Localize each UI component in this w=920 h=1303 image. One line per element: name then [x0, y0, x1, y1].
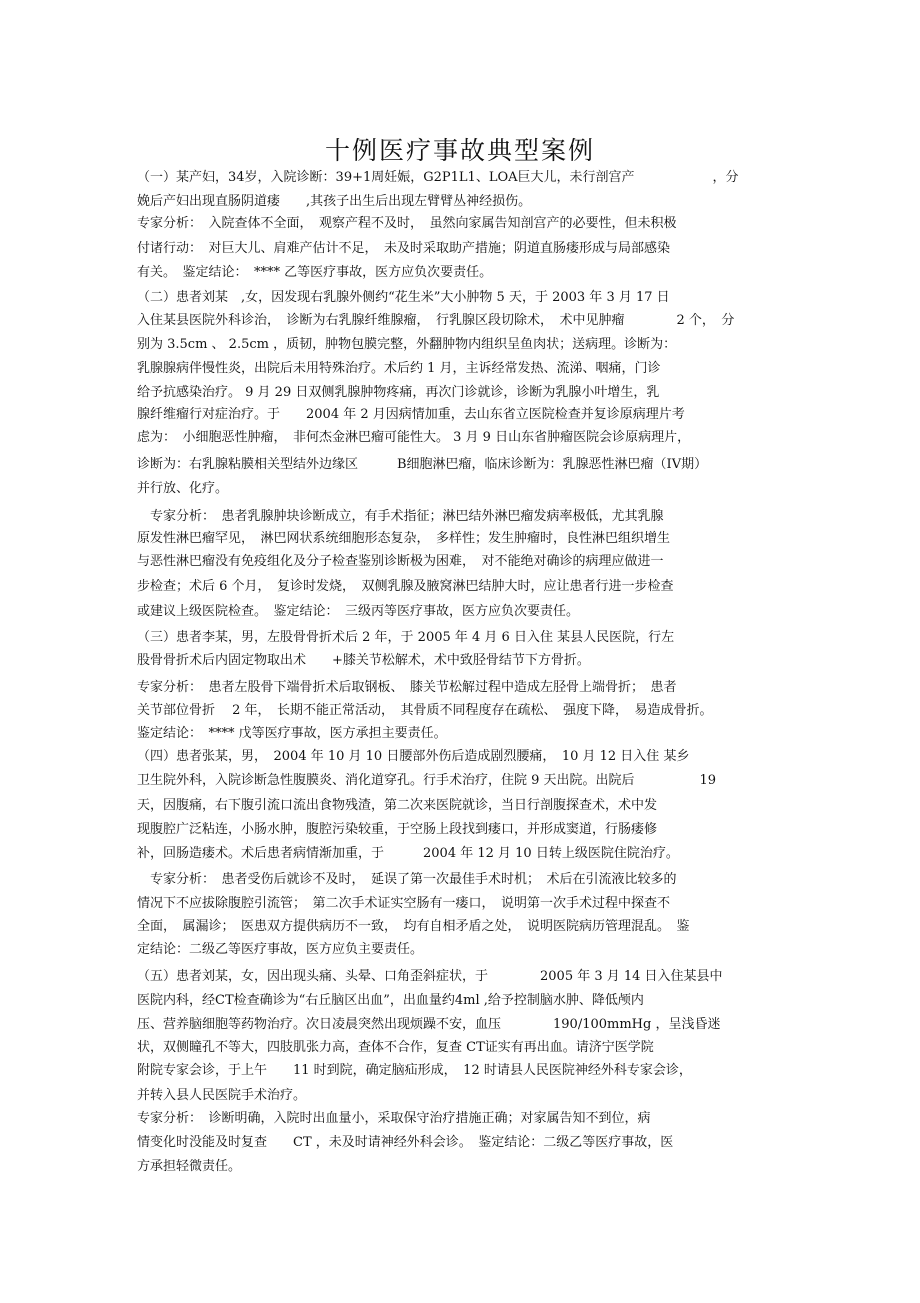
text-line: 附院专家会诊，于上午 11 时到院，确定脑疝形成， 12 时请县人民医院神经外科专家会诊， — [137, 1063, 692, 1078]
text-line: 虑为： 小细胞恶性肿瘤， 非何杰金淋巴瘤可能性大。 3 月 9 日山东省肿瘤医院会诊原病理片， — [137, 430, 691, 445]
text-line: 专家分析： 诊断明确，入院时出血量小，采取保守治疗措施正确；对家属告知不到位，病 — [137, 1111, 651, 1126]
text-line: 专家分析： 患者受伤后就诊不及时， 延误了第一次最佳手术时机； 术后在引流液比较多的 — [137, 872, 677, 887]
text-line: 现腹腔广泛粘连，小肠水肿，腹腔污染较重，于空肠上段找到瘘口，并形成窦道，行肠瘘修 — [137, 822, 658, 837]
text-line: （三）患者李某，男，左股骨骨折术后 2 年，于 2005 年 4 月 6 日入住 某县人民医院，行左 — [137, 630, 675, 645]
text-line: 并行放、化疗。 — [137, 481, 229, 496]
text-line: 乳腺腺病伴慢性炎，出院后未用特殊治疗。术后约 1 月，主诉经常发热、流涕、咽痛，门诊 — [137, 361, 661, 376]
text-line: 专家分析： 患者乳腺肿块诊断成立，有手术指征；淋巴结外淋巴瘤发病率极低，尤其乳腺 — [137, 509, 664, 524]
text-line: 状，双侧瞳孔不等大，四肢肌张力高，查体不合作，复查 CT证实有再出血。请济宁医学院 — [137, 1040, 654, 1055]
text-line: 医院内科，经CT检查确诊为“右丘脑区出血”，出血量约4ml ,给予控制脑水肿、降低颅内 — [137, 993, 644, 1008]
text-line: （一）某产妇，34岁，入院诊断：39+1周妊娠，G2P1L1、LOA巨大儿，未行剖宫产 ，分 — [137, 170, 739, 185]
text-line: 娩后产妇出现直肠阴道瘘 ,其孩子出生后出现左臂臂丛神经损伤。 — [137, 194, 532, 209]
text-line: 情况下不应拔除腹腔引流管； 第二次手术证实空肠有一瘘口， 说明第一次手术过程中探查不 — [137, 896, 671, 911]
text-line: 专家分析： 患者左股骨下端骨折术后取钢板、 膝关节松解过程中造成左胫骨上端骨折； 患者 — [137, 680, 677, 695]
text-line: （五）患者刘某，女，因出现头痛、头晕、口角歪斜症状，于 2005 年 3 月 14 日入住某县中 — [137, 969, 723, 984]
text-line: 别为 3.5cm 、 2.5cm ，质韧，肿物包膜完整，外翻肿物内组织呈鱼肉状；送病理。诊断为： — [137, 337, 677, 352]
text-line: 步检查；术后 6 个月， 复诊时发烧， 双侧乳腺及腋窝淋巴结肿大时，应让患者行进一步检查 — [137, 579, 674, 594]
text-line: 并转入县人民医院手术治疗。 — [137, 1088, 307, 1103]
text-line: 付诸行动： 对巨大儿、肩难产估计不足， 未及时采取助产措施；阴道直肠瘘形成与局部感染 — [137, 241, 671, 256]
text-line: 给予抗感染治疗。 9 月 29 日双侧乳腺肿物疼痛，再次门诊就诊，诊断为乳腺小叶增生，乳 — [137, 385, 660, 400]
text-line: 卫生院外科，入院诊断急性腹膜炎、消化道穿孔。行手术治疗，住院 9 天出院。出院后 19 — [137, 773, 717, 788]
text-line: （四）患者张某，男， 2004 年 10 月 10 日腰部外伤后造成剧烈腰痛， 10 月 12 日入住 某乡 — [137, 749, 690, 764]
text-line: 情变化时没能及时复查 CT ，未及时请神经外科会诊。 鉴定结论：二级乙等医疗事故，医 — [137, 1135, 674, 1150]
text-line: 入住某县医院外科诊治， 诊断为右乳腺纤维腺瘤， 行乳腺区段切除术， 术中见肿瘤 2 个， 分 — [137, 313, 735, 328]
text-line: 或建议上级医院检查。 鉴定结论： 三级丙等医疗事故，医方应负次要责任。 — [137, 604, 580, 619]
text-line: 鉴定结论： **** 戊等医疗事故，医方承担主要责任。 — [137, 726, 447, 741]
text-line: 压、营养脑细胞等药物治疗。次日凌晨突然出现烦躁不安，血压 190/100mmHg ，呈浅昏迷 — [137, 1017, 721, 1032]
text-line: 与恶性淋巴瘤没有免疫组化及分子检查鉴别诊断极为困难， 对不能绝对确诊的病理应做进一 — [137, 554, 664, 569]
text-line: 专家分析： 入院查体不全面， 观察产程不及时， 虽然向家属告知剖宫产的必要性，但未积极 — [137, 216, 677, 231]
text-line: 股骨骨折术后内固定物取出术 +膝关节松解术，术中致胫骨结节下方骨折。 — [137, 653, 590, 668]
text-line: 关节部位骨折 2 年， 长期不能正常活动， 其骨质不同程度存在疏松、 强度下降， 易造成骨折。 — [137, 703, 713, 718]
text-line: 原发性淋巴瘤罕见， 淋巴网状系统细胞形态复杂， 多样性；发生肿瘤时，良性淋巴组织增生 — [137, 531, 671, 546]
text-line: （二）患者刘某 ,女，因发现右乳腺外侧约“花生米”大小肿物 5 天，于 2003 年 3 月 17 日 — [137, 290, 670, 305]
text-line: 定结论：二级乙等医疗事故，医方应负主要责任。 — [137, 942, 424, 957]
document-title: 十例医疗事故典型案例 — [324, 135, 595, 165]
text-line: 有关。 鉴定结论： **** 乙等医疗事故，医方应负次要责任。 — [137, 265, 493, 280]
text-line: 天，因腹痛，右下腹引流口流出食物残渣，第二次来医院就诊，当日行剖腹探查术，术中发 — [137, 798, 658, 813]
text-line: 诊断为：右乳腺粘膜相关型结外边缘区 B细胞淋巴瘤，临床诊断为：乳腺恶性淋巴瘤（IV期） — [137, 457, 708, 472]
text-line: 补，回肠造瘘术。术后患者病情渐加重，于 2004 年 12 月 10 日转上级医院住院治疗。 — [137, 846, 679, 861]
text-line: 方承担轻微责任。 — [137, 1159, 242, 1174]
text-line: 全面， 属漏诊； 医患双方提供病历不一致， 均有自相矛盾之处， 说明医院病历管理混乱。 鉴 — [137, 919, 690, 934]
text-line: 腺纤维瘤行对症治疗。于 2004 年 2 月因病情加重，去山东省立医院检查并复诊原病理片考 — [137, 407, 685, 422]
